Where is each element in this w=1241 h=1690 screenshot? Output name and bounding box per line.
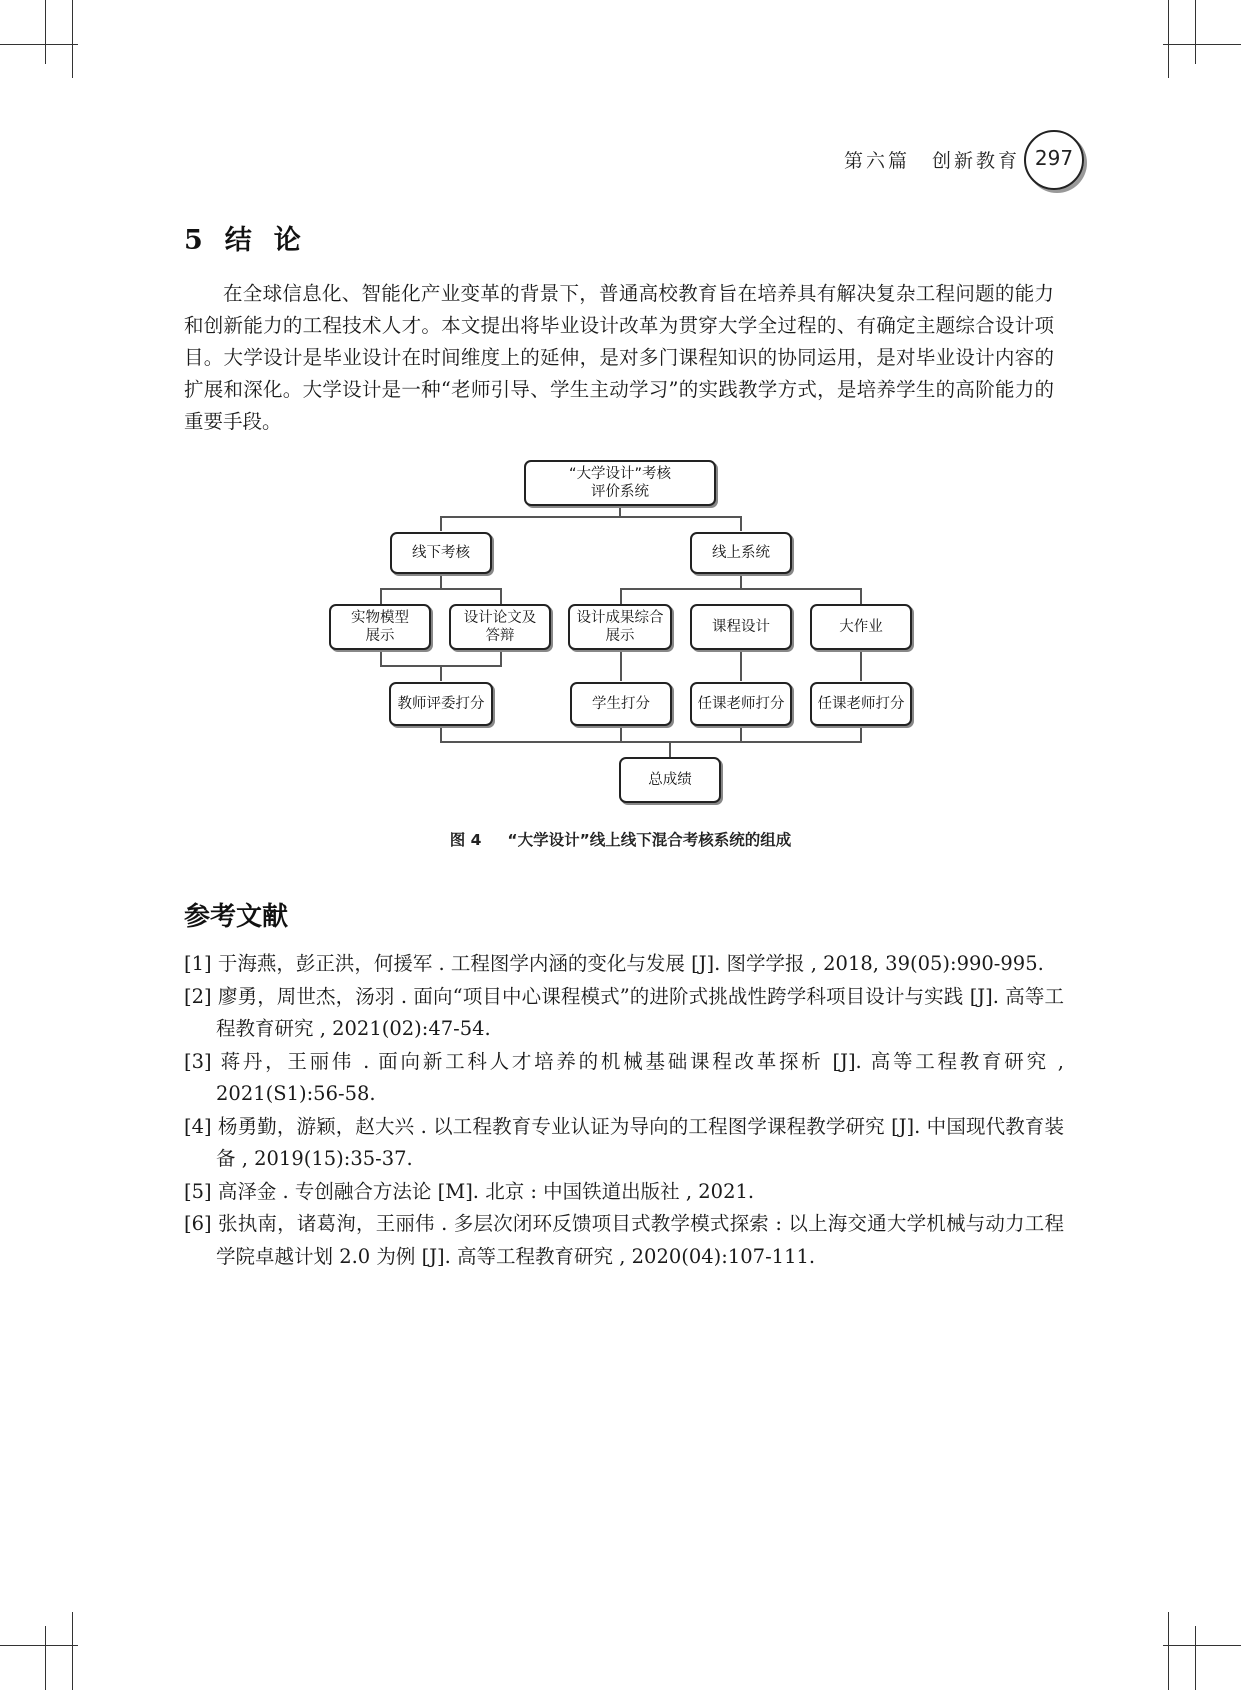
- running-header: 第六篇 创新教育: [843, 150, 1020, 172]
- crop-mark: [0, 44, 78, 45]
- connector: [380, 588, 382, 604]
- section-title: 结论: [224, 225, 323, 256]
- connector: [380, 588, 502, 590]
- connector: [860, 588, 862, 604]
- crop-mark: [1168, 0, 1169, 78]
- node-instructor-1: 任课老师打分: [690, 682, 792, 726]
- node-online: 线上系统: [690, 532, 792, 574]
- connector: [620, 588, 860, 590]
- connector: [740, 650, 742, 681]
- node-root: “大学设计”考核 评价系统: [524, 460, 716, 506]
- crop-mark: [72, 1612, 73, 1690]
- node-offline: 线下考核: [390, 532, 492, 574]
- assessment-flowchart: [320, 456, 920, 816]
- connector: [440, 573, 442, 589]
- reference-item: [4] 杨勇勤，游颖，赵大兴 . 以工程教育专业认证为导向的工程图学课程教学研究 [J]. 中国现代教育装备 , 2019(15):35-37.: [184, 1114, 1064, 1170]
- section-number: 5: [184, 225, 203, 256]
- connector: [440, 665, 442, 681]
- connector: [380, 650, 382, 666]
- connector: [740, 516, 742, 531]
- body-paragraph: 在全球信息化、智能化产业变革的背景下，普通高校教育旨在培养具有解决复杂工程问题的能力和创新能力的工程技术人才。本文提出将毕业设计改革为贯穿大学全过程的、有确定主题综合设计项目。大学设计是毕业设计在时间维度上的延伸，是对多门课程知识的协同运用，是对毕业设计内容的扩展和深化。大学设计是一种“老师引导、学生主动学习”的实践教学方式，是培养学生的高阶能力的重要手段。: [184, 282, 1054, 433]
- node-model: 实物模型 展示: [329, 604, 431, 650]
- figure-label: 图 4: [449, 831, 482, 849]
- connector: [669, 741, 671, 757]
- reference-item: [3] 蒋丹，王丽伟 . 面向新工科人才培养的机械基础课程改革探析 [J]. 高等工程教育研究 , 2021(S1):56-58.: [184, 1049, 1064, 1105]
- node-instructor-2: 任课老师打分: [810, 682, 912, 726]
- reference-item: [5] 高泽金 . 专创融合方法论 [M]. 北京 : 中国铁道出版社 , 2021.: [184, 1179, 755, 1203]
- connector: [740, 726, 742, 742]
- node-course: 课程设计: [690, 604, 792, 650]
- crop-mark: [45, 1626, 46, 1690]
- connector: [440, 741, 862, 743]
- figure-caption: [0, 828, 1241, 850]
- connector: [500, 650, 502, 666]
- connector: [500, 588, 502, 604]
- reference-item: [1] 于海燕，彭正洪，何援军 . 工程图学内涵的变化与发展 [J]. 图学学报 , 2018, 39(05):990-995.: [184, 952, 1044, 975]
- node-thesis: 设计论文及 答辩: [449, 604, 551, 650]
- references-list: [184, 948, 1064, 1273]
- crop-mark: [72, 0, 73, 78]
- connector: [440, 516, 741, 518]
- connector: [440, 726, 442, 742]
- crop-mark: [45, 0, 46, 64]
- crop-mark: [1168, 1612, 1169, 1690]
- connector: [860, 650, 862, 681]
- references-heading: 参考文献: [184, 902, 289, 932]
- connector: [620, 588, 622, 604]
- crop-mark: [0, 1645, 78, 1646]
- reference-item: [2] 廖勇，周世杰，汤羽 . 面向“项目中心课程模式”的进阶式挑战性跨学科项目设计与实践 [J]. 高等工程教育研究 , 2021(02):47-54.: [184, 984, 1064, 1040]
- connector: [620, 726, 622, 742]
- reference-item: [6] 张执南，诸葛洵，王丽伟 . 多层次闭环反馈项目式教学模式探索 : 以上海交通大学机械与动力工程学院卓越计划 2.0 为例 [J]. 高等工程教育研究 , 2020(04):107-111.: [184, 1212, 1064, 1268]
- node-total: 总成绩: [619, 757, 721, 803]
- connector: [440, 516, 442, 531]
- page-number: 297: [1024, 130, 1084, 190]
- connector: [740, 573, 742, 589]
- connector: [620, 650, 622, 681]
- crop-mark: [1163, 1645, 1241, 1646]
- node-student: 学生打分: [570, 682, 672, 726]
- crop-mark: [1195, 1626, 1196, 1690]
- crop-mark: [1195, 0, 1196, 64]
- node-homework: 大作业: [810, 604, 912, 650]
- node-results: 设计成果综合 展示: [568, 604, 672, 650]
- connector: [860, 726, 862, 742]
- crop-mark: [1163, 44, 1241, 45]
- node-teacher-panel: 教师评委打分: [389, 682, 493, 726]
- section-heading: [184, 218, 323, 257]
- figure-title: “大学设计”线上线下混合考核系统的组成: [507, 831, 792, 849]
